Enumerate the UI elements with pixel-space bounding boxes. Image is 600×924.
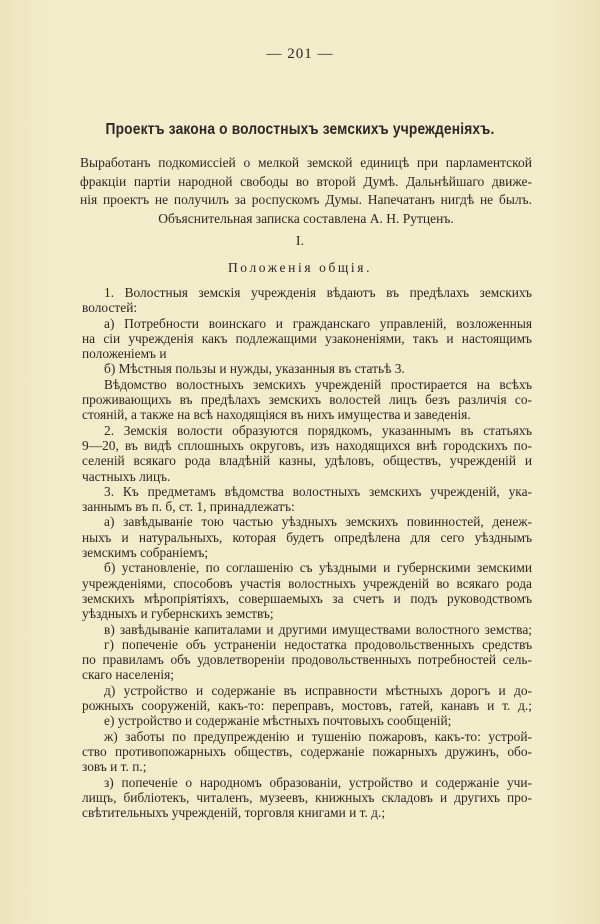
- text-line: а) завѣдываніе тою частью уѣздныхъ земскихъ повинностей, денеж-: [104, 514, 532, 530]
- text-line: в) завѣдываніе капиталами и другими имуществами волостного земства;: [104, 621, 532, 637]
- subtitle-line: Выработанъ подкомиссіей о мелкой земской единицѣ при парламентской: [80, 155, 532, 170]
- text-line: ж) заботы по предупрежденію и тушенію пожаровъ, какъ-то: устрой-: [104, 728, 532, 744]
- section-title: Положенія общія.: [227, 260, 373, 275]
- subtitle-line: нія проектъ не получилъ за роспускомъ Думы. Напечатанъ нигдѣ не былъ.: [80, 192, 532, 208]
- text-line: селеній всякаго рода владѣній казны, удѣловъ, обществъ, учрежденій и: [82, 453, 532, 469]
- text-line: зовъ и т. п.;: [82, 759, 147, 775]
- text-line: е) устройство и содержаніе мѣстныхъ почтовыхъ сообщеній;: [104, 713, 452, 729]
- text-line: учрежденіями, способовъ участія волостныхъ учрежденій во всякаго рода: [82, 575, 532, 591]
- text-line: б) Мѣстныя пользы и нужды, указанныя въ статьѣ 3.: [104, 361, 405, 377]
- subtitle-line: фракціи партіи народной свободы во второй Думѣ. Дальнѣйшаго движе-: [80, 173, 532, 189]
- text-line: 1. Волостныя земскія учрежденія вѣдаютъ въ предѣлахъ земскихъ: [104, 285, 532, 300]
- text-line: Вѣдомство волостныхъ земскихъ учрежденій простирается на всѣхъ: [104, 376, 532, 392]
- subtitle-note: [80, 154, 532, 229]
- text-line: волостей:: [82, 300, 138, 316]
- text-line: 3. Къ предметамъ вѣдомства волостныхъ земскихъ учрежденій, ука-: [104, 483, 532, 499]
- text-line: земскимъ собраніемъ;: [82, 545, 209, 561]
- subtitle-line: Объяснительная записка составлена А. Н. Рутценъ.: [158, 211, 454, 227]
- text-line: по правиламъ объ удовлетвореніи продовольственныхъ потребностей сель-: [82, 652, 532, 668]
- text-line: ство противопожарныхъ обществъ, содержаніе пожарныхъ дружинъ, обо-: [82, 743, 532, 759]
- text-line: б) установленіе, по соглашенію съ уѣздными и губернскими земскими: [104, 560, 532, 576]
- text-line: частныхъ лицъ.: [82, 468, 171, 484]
- text-line: стояній, а также на всѣ находящіяся въ нихъ имущества и заведенія.: [82, 407, 471, 423]
- text-line: скаго населенія;: [82, 667, 174, 683]
- section-number: I.: [295, 234, 305, 249]
- text-line: свѣтительныхъ учрежденій, торговля книгами и т. д.;: [82, 805, 386, 821]
- document-title: Проектъ закона о волостныхъ земскихъ учрежденіяхъ.: [105, 121, 495, 138]
- text-line: на сіи учрежденія какъ подлежащими узаконеніями, такъ и настоящимъ: [82, 330, 532, 346]
- text-line: 2. Земскія волости образуются порядкомъ, указаннымъ въ статьяхъ: [104, 422, 532, 438]
- text-line: рожныхъ сооруженій, какъ-то: переправъ, мостовъ, гатей, канавъ и т. д.;: [82, 698, 532, 714]
- text-line: ныхъ и натуральныхъ, которая будетъ опредѣлена для сего уѣзднымъ: [82, 529, 532, 545]
- text-line: з) попеченіе о народномъ образованіи, устройство и содержаніе учи-: [104, 774, 532, 790]
- text-line: г) попеченіе объ устраненіи недостатка продовольственныхъ средствъ: [104, 636, 532, 652]
- text-line: 9—20, въ видѣ сплошныхъ округовъ, изъ находящихся внѣ городскихъ по-: [82, 437, 532, 453]
- text-line: д) устройство и содержаніе въ исправности мѣстныхъ дорогъ и до-: [104, 682, 532, 698]
- text-line: уѣздныхъ и губернскихъ земствъ;: [82, 606, 274, 622]
- text-line: а) Потребности воинскаго и гражданскаго управленій, возложенныя: [104, 315, 532, 331]
- page-number: — 201 —: [266, 46, 334, 62]
- body-text: [82, 285, 532, 820]
- text-line: заннымъ въ п. б, ст. 1, принадлежатъ:: [82, 499, 295, 515]
- text-line: положеніемъ и: [82, 346, 167, 362]
- text-line: земскихъ мѣропріятіяхъ, совершаемыхъ за счетъ и подъ руководствомъ: [82, 590, 532, 606]
- text-line: проживающихъ въ предѣлахъ земскихъ волостей лицъ безъ различія со-: [82, 392, 532, 408]
- text-line: лищъ, библіотекъ, читаленъ, музеевъ, книжныхъ складовъ и другихъ про-: [82, 789, 532, 805]
